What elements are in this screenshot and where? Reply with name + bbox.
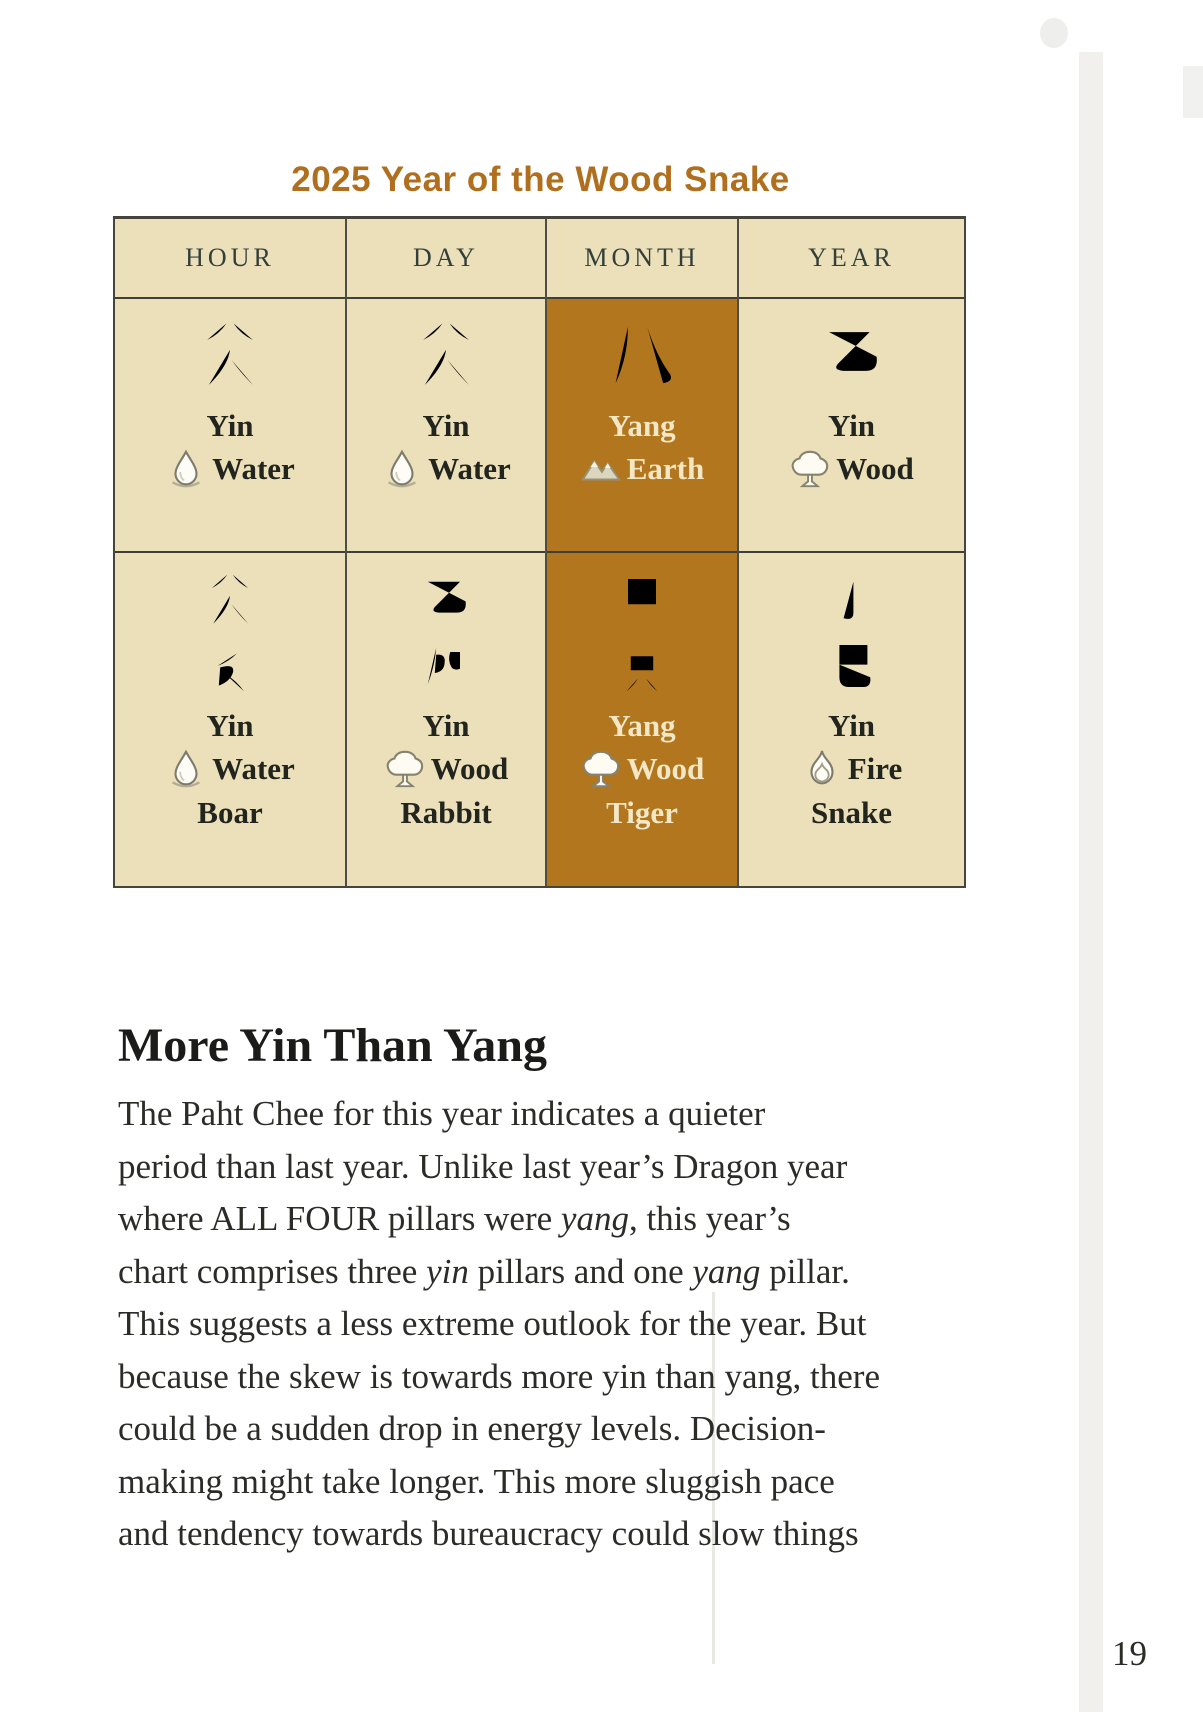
water-drop-icon [165,748,207,790]
hanzi-yi-glyph [411,565,481,635]
section-heading: More Yin Than Yang [118,1019,547,1072]
page-number: 19 [1112,1634,1147,1673]
tree-icon [789,448,831,490]
element-row [580,447,705,491]
hanzi-yin-glyph [607,631,677,701]
paragraph-line: The Paht Chee for this year indicates a quieter [118,1094,766,1133]
element-row [580,747,705,791]
element-label: Fire [847,751,903,786]
tree-icon [580,748,622,790]
polarity-label: Yang [608,408,676,443]
polarity-label: Yang [608,708,676,743]
pillar-hour-bottom-cell [115,553,345,886]
pillar-day-top-cell [347,299,545,553]
article-paragraph [118,1088,988,1561]
pillar-year-header: YEAR [739,219,964,299]
element-label: Water [212,751,295,786]
element-row [789,447,914,491]
mountain-icon [580,448,622,490]
element-label: Wood [836,451,914,486]
hanzi-gui-glyph [195,565,265,635]
paht-chee-chart [113,216,966,888]
pillar-day [347,219,547,886]
pillar-month-top-cell [547,299,737,553]
scan-artifact [1183,66,1203,118]
polarity-label: Yin [206,708,254,743]
pillar-hour-header: HOUR [115,219,345,299]
hanzi-wu-glyph [598,311,686,399]
paragraph-line: where ALL FOUR pillars were yang, this year’s [118,1199,791,1238]
polarity-label: Yin [827,408,876,443]
water-drop-icon [381,448,423,490]
hanzi-gui-glyph [186,311,274,399]
element-row [165,447,295,491]
pillar-month-bottom-cell [547,553,737,886]
hanzi-yi-glyph [808,311,896,399]
animal-label: Boar [197,795,263,830]
hanzi-jia-glyph [607,565,677,635]
pillar-year-bottom-cell [739,553,964,886]
paragraph-line: This suggests a less extreme outlook for the year. But [118,1304,867,1343]
hanzi-si-glyph [817,631,887,701]
pillar-day-header: DAY [347,219,545,299]
paragraph-line: and tendency towards bureaucracy could slow things [118,1514,859,1553]
element-label: Water [428,451,511,486]
hanzi-mao-glyph [411,631,481,701]
water-drop-icon [165,448,207,490]
paragraph-line: could be a sudden drop in energy levels. Decision- [118,1409,826,1448]
pillar-day-bottom-cell [347,553,545,886]
polarity-label: Yin [206,408,254,443]
element-row [384,747,509,791]
paragraph-line: making might take longer. This more sluggish pace [118,1461,835,1501]
element-row [381,447,511,491]
element-label: Wood [430,751,509,786]
element-label: Earth [626,451,705,486]
scan-artifact [1040,18,1068,48]
animal-label: Rabbit [400,795,492,830]
paragraph-line: because the skew is towards more yin than yang, there [118,1356,880,1396]
hanzi-gui-glyph [402,311,490,399]
animal-label: Tiger [606,795,678,830]
animal-label: Snake [811,795,892,830]
flame-icon [801,748,843,790]
pillar-month [547,219,739,886]
tree-icon [384,748,426,790]
polarity-label: Yin [827,708,876,743]
pillar-year [739,219,964,886]
element-label: Wood [626,751,705,786]
pillar-hour-top-cell [115,299,345,553]
pillar-year-top-cell [739,299,964,553]
pillar-month-header: MONTH [547,219,737,299]
hanzi-ding-glyph [817,565,887,635]
element-row [165,747,295,791]
chart-title: 2025 Year of the Wood Snake [291,160,790,199]
pillar-hour [115,219,347,886]
polarity-label: Yin [422,708,470,743]
paragraph-line: chart comprises three yin pillars and one yang pillar. [118,1251,850,1291]
hanzi-hai-glyph [195,631,265,701]
element-label: Water [212,451,295,486]
paragraph-line: period than last year. Unlike last year’s Dragon year [118,1146,848,1186]
element-row [801,747,903,791]
scan-artifact [1079,52,1103,1712]
polarity-label: Yin [422,408,470,443]
